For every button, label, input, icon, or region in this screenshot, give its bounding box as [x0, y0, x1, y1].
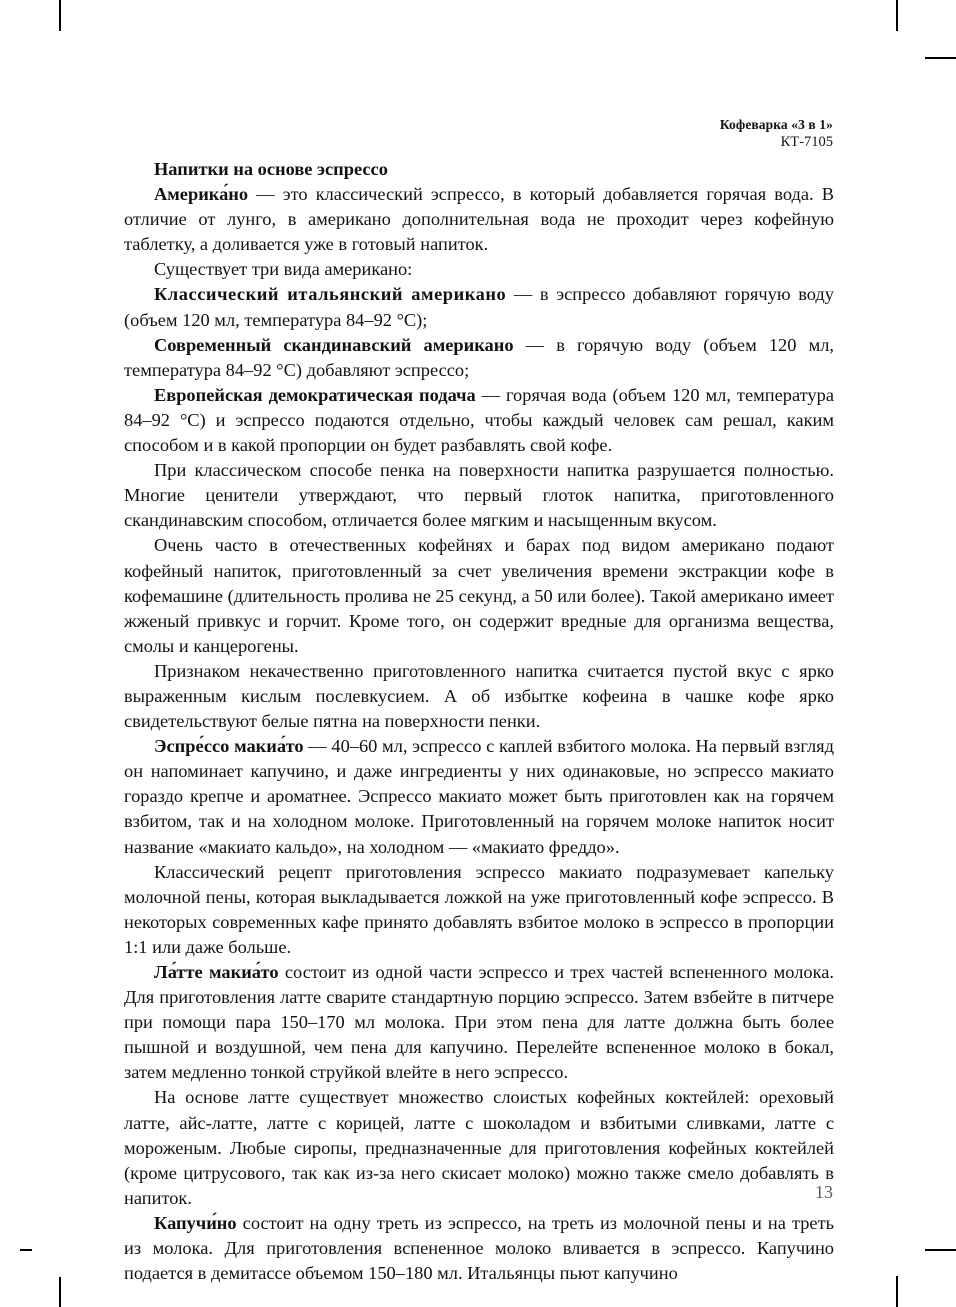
paragraph — [124, 257, 834, 282]
paragraph-lead-term: Европейская демократическая подача — [154, 384, 476, 405]
running-head-model: КТ-7105 — [780, 134, 833, 151]
paragraph — [124, 282, 834, 332]
paragraph-text: состоит из одной части эспрессо и трех частей вспененного молока. Для приготовления латте сварите стандартную порцию эспрессо. Затем взбейте в питчере при помощи пара 150–170 мл молока. При этом пена для латте должна быть более пышной и воздушной, чем пена для капучино. Перелейте вспененное молоко в бокал, затем медленно тонкой струйкой влейте в него эспрессо. — [124, 962, 834, 1083]
paragraph-text: Классический рецепт приготовления эспрессо макиато подразумевает капельку молочной пены, которая выкладывается ложкой на уже приготовленный кофе эспрессо. В некоторых современных кафе принято добавлять взбитое молоко в эспрессо в пропорции 1:1 или даже больше. — [124, 861, 834, 957]
paragraph-lead-term: Америка́но — [154, 184, 249, 205]
paragraph-text: — в эспрессо добавляют горячую воду (объем 120 мл, температура 84–92 °C); — [124, 284, 834, 330]
paragraph — [124, 533, 834, 658]
body-text — [124, 157, 834, 1286]
crop-mark-bottom-right-horizontal — [925, 1249, 956, 1251]
crop-mark-top-right-vertical — [896, 0, 898, 31]
paragraph-text: — в горячую воду (объем 120 мл, температура 84–92 °C) добавляют эспрессо; — [124, 334, 834, 380]
paragraph-lead-term: Современный скандинавский американо — [154, 334, 514, 355]
paragraph — [124, 458, 834, 533]
crop-mark-bottom-left-vertical — [59, 1277, 61, 1307]
paragraph-text: — горячая вода (объем 120 мл, температура 84–92 °C) и эспрессо подаются отдельно, чтобы каждый человек сам решал, каким способом и в какой пропорции он будет разбавлять свой кофе. — [124, 384, 834, 456]
paragraph-text: Признаком некачественно приготовленного напитка считается пустой вкус с ярко выраженным кислым послевкусием. А об избытке кофеина в чашке кофе ярко свидетельствуют белые пятна на поверхности пенки. — [124, 660, 834, 732]
paragraph-text: — 40–60 мл, эспрессо с каплей взбитого молока. На первый взгляд он напоминает капучино, и даже ингредиенты у них одинаковые, но эспрессо макиато гораздо крепче и ароматнее. Эспрессо макиато может быть приготовлен как на горячем взбитом, так и на холодном молоке. Приготовленный на горячем молоке напиток носит название «макиато кальдо», на холодном — «макиато фреддо». — [124, 736, 834, 857]
paragraph-text: На основе латте существует множество слоистых кофейных коктейлей: ореховый латте, айс-латте, латте с корицей, латте с шоколадом и взбитыми сливками, латте с мороженым. Любые сиропы, предназначенные для приготовления кофейных коктейлей (кроме цитрусового, так как из-за него скисает молоко) можно также смело добавлять в напиток. — [124, 1087, 834, 1208]
paragraph — [124, 734, 834, 859]
crop-mark-bottom-right-vertical — [896, 1276, 898, 1307]
paragraph — [124, 1211, 834, 1286]
crop-mark-top-left — [59, 0, 61, 31]
crop-mark-bottom-left-horizontal — [20, 1249, 32, 1251]
paragraph — [124, 182, 834, 257]
running-head — [124, 116, 833, 152]
paragraph-text: — это классический эспрессо, в который добавляется горячая вода. В отличие от лунго, в американо дополнительная вода не проходит через кофейную таблетку, а доливается уже в готовый напиток. — [124, 184, 834, 255]
paragraph — [124, 333, 834, 383]
page-number: 13 — [815, 1182, 833, 1202]
paragraph — [124, 383, 834, 458]
paragraph-lead-term: Ла́тте макиа́то — [154, 962, 279, 982]
paragraph-list — [124, 182, 834, 1286]
paragraph — [124, 659, 834, 734]
crop-mark-top-right-horizontal — [925, 57, 956, 59]
paragraph-text: При классическом способе пенка на поверхности напитка разрушается полностью. Многие ценители утверждают, что первый глоток напитка, приготовленного скандинавским способом, отличается более мягким и насыщенным вкусом. — [124, 460, 834, 531]
paragraph-text: Существует три вида американо: — [154, 259, 413, 280]
paragraph-text: Очень часто в отечественных кофейнях и барах под видом американо подают кофейный напиток, приготовленный за счет увеличения времени экстракции кофе в кофемашине (длительность пролива не 25 секунд, а 50 или более). Такой американо имеет жженый привкус и горчит. Кроме того, он содержит вредные для организма вещества, смолы и канцерогены. — [124, 535, 834, 656]
paragraph — [124, 960, 834, 1085]
paragraph-lead-term: Эспре́ссо макиа́то — [154, 736, 304, 757]
paragraph-text: состоит на одну треть из эспрессо, на треть из молочной пены и на треть из молока. Для приготовления вспененное молоко вливается в эспрессо. Капучино подается в демитассе объемом 150–180 мл. Итальянцы пьют капучино — [124, 1212, 834, 1284]
paragraph — [124, 860, 834, 960]
running-head-title: Кофеварка «3 в 1» — [719, 117, 833, 132]
paragraph-lead-term: Классический итальянский американо — [154, 284, 507, 305]
paragraph-lead-term: Капучи́но — [154, 1212, 237, 1233]
section-heading: Напитки на основе эспрессо — [154, 159, 388, 179]
